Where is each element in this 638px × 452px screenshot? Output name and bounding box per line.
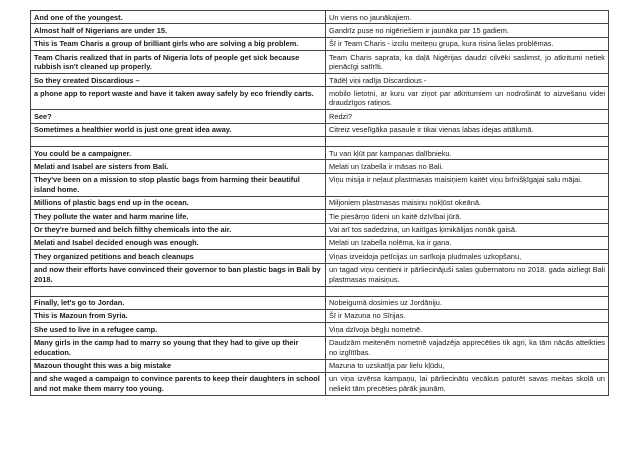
latvian-text-cell: Un viens no jaunākajiem.	[326, 11, 609, 24]
latvian-text-cell: Šī ir Team Charis - izcilu meiteņu grupa, kura risina lielas problēmas.	[326, 37, 609, 50]
english-text-cell: This is Mazoun from Syria.	[31, 309, 326, 322]
empty-cell	[326, 286, 609, 296]
table-row	[31, 210, 609, 223]
table-row	[31, 160, 609, 173]
latvian-text-cell: Gandrīz puse no nigēriešiem ir jaunāka par 15 gadiem.	[326, 24, 609, 37]
empty-cell	[31, 137, 326, 147]
latvian-text-cell: Melati un Izabella nolēma, ka ir gana.	[326, 236, 609, 249]
table-row	[31, 236, 609, 249]
section-spacer-row	[31, 286, 609, 296]
latvian-text-cell: Mazuna to uzskatīja par lielu kļūdu,	[326, 359, 609, 372]
english-text-cell: Almost half of Nigerians are under 15.	[31, 24, 326, 37]
table-row	[31, 74, 609, 87]
english-text-cell: They pollute the water and harm marine life.	[31, 210, 326, 223]
english-text-cell: and now their efforts have convinced their governor to ban plastic bags in Bali by 2018.	[31, 263, 326, 286]
translation-table-body	[31, 11, 609, 396]
translation-document	[30, 10, 608, 396]
table-row	[31, 173, 609, 196]
latvian-text-cell: Nobeigumā dosimies uz Jordāniju.	[326, 296, 609, 309]
english-text-cell: And one of the youngest.	[31, 11, 326, 24]
latvian-text-cell: Tādēļ viņi radīja Discardious -	[326, 74, 609, 87]
latvian-text-cell: mobilo lietotni, ar kuru var ziņot par atkritumiem un nodrošināt to aizvešanu videi draudzīgos ratiņos.	[326, 87, 609, 110]
english-text-cell: They organized petitions and beach cleanups	[31, 250, 326, 263]
english-text-cell: You could be a campaigner.	[31, 147, 326, 160]
table-row	[31, 336, 609, 359]
table-row	[31, 24, 609, 37]
english-text-cell: See?	[31, 110, 326, 123]
table-row	[31, 372, 609, 395]
table-row	[31, 250, 609, 263]
english-text-cell: Team Charis realized that in parts of Nigeria lots of people get sick because rubbish isn't cleaned up properly.	[31, 51, 326, 74]
section-spacer-row	[31, 137, 609, 147]
table-row	[31, 110, 609, 123]
english-text-cell: Melati and Isabel are sisters from Bali.	[31, 160, 326, 173]
latvian-text-cell: Viņa dzīvoja bēgļu nometnē.	[326, 323, 609, 336]
table-row	[31, 196, 609, 209]
table-row	[31, 296, 609, 309]
table-row	[31, 309, 609, 322]
latvian-text-cell: un viņa izvērsa kampaņu, lai pārliecinātu vecākus paturēt savas meitas skolā un neliekt tām precēties pārāk jaunām.	[326, 372, 609, 395]
english-text-cell: a phone app to report waste and have it taken away safely by eco friendly carts.	[31, 87, 326, 110]
latvian-text-cell: Tu vari kļūt par kampaņas dalībnieku.	[326, 147, 609, 160]
latvian-text-cell: Šī ir Mazuna no Sīrijas.	[326, 309, 609, 322]
english-text-cell: Melati and Isabel decided enough was enough.	[31, 236, 326, 249]
english-text-cell: They've been on a mission to stop plastic bags from harming their beautiful island home.	[31, 173, 326, 196]
english-text-cell: Or they're burned and belch filthy chemicals into the air.	[31, 223, 326, 236]
table-row	[31, 359, 609, 372]
table-row	[31, 123, 609, 136]
empty-cell	[326, 137, 609, 147]
english-text-cell: She used to live in a refugee camp.	[31, 323, 326, 336]
latvian-text-cell: Tie piesārņo ūdeni un kaitē dzīvībai jūrā.	[326, 210, 609, 223]
english-text-cell: and she waged a campaign to convince parents to keep their daughters in school and not make them marry too young.	[31, 372, 326, 395]
empty-cell	[31, 286, 326, 296]
translation-table	[30, 10, 609, 396]
table-row	[31, 263, 609, 286]
table-row	[31, 11, 609, 24]
latvian-text-cell: Miljoniem plastmasas maisiņu nokļūst okeānā.	[326, 196, 609, 209]
latvian-text-cell: Melati un Izabella ir māsas no Bali.	[326, 160, 609, 173]
table-row	[31, 147, 609, 160]
latvian-text-cell: Viņas izveidoja petīcijas un sarīkoja pludmales uzkopšanu,	[326, 250, 609, 263]
latvian-text-cell: Team Charis saprata, ka daļā Nigērijas daudzi cilvēki saslimst, jo atkritumi netiek pienācīgi satīrīti.	[326, 51, 609, 74]
table-row	[31, 51, 609, 74]
english-text-cell: Mazoun thought this was a big mistake	[31, 359, 326, 372]
english-text-cell: Many girls in the camp had to marry so young that they had to give up their education.	[31, 336, 326, 359]
table-row	[31, 223, 609, 236]
latvian-text-cell: Vai arī tos sadedzina, un kaitīgas ķimikālijas nonāk gaisā.	[326, 223, 609, 236]
english-text-cell: Millions of plastic bags end up in the ocean.	[31, 196, 326, 209]
english-text-cell: Finally, let's go to Jordan.	[31, 296, 326, 309]
english-text-cell: So they created Discardious –	[31, 74, 326, 87]
latvian-text-cell: Daudzām meitenēm nometnē vajadzēja apprecēties tik agri, ka tām nācās atteikties no izglītības.	[326, 336, 609, 359]
table-row	[31, 37, 609, 50]
latvian-text-cell: Redzi?	[326, 110, 609, 123]
english-text-cell: Sometimes a healthier world is just one great idea away.	[31, 123, 326, 136]
table-row	[31, 323, 609, 336]
latvian-text-cell: Viņu misija ir neļaut plastmasas maisiņiem kaitēt viņu brīnišķīgajai salu mājai.	[326, 173, 609, 196]
english-text-cell: This is Team Charis a group of brilliant girls who are solving a big problem.	[31, 37, 326, 50]
latvian-text-cell: un tagad viņu centieni ir pārliecinājuši salas gubernatoru no 2018. gada aizliegt Bali plastmasas maisiņus.	[326, 263, 609, 286]
table-row	[31, 87, 609, 110]
latvian-text-cell: Citreiz veselīgāka pasaule ir tikai vienas labas idejas attālumā.	[326, 123, 609, 136]
